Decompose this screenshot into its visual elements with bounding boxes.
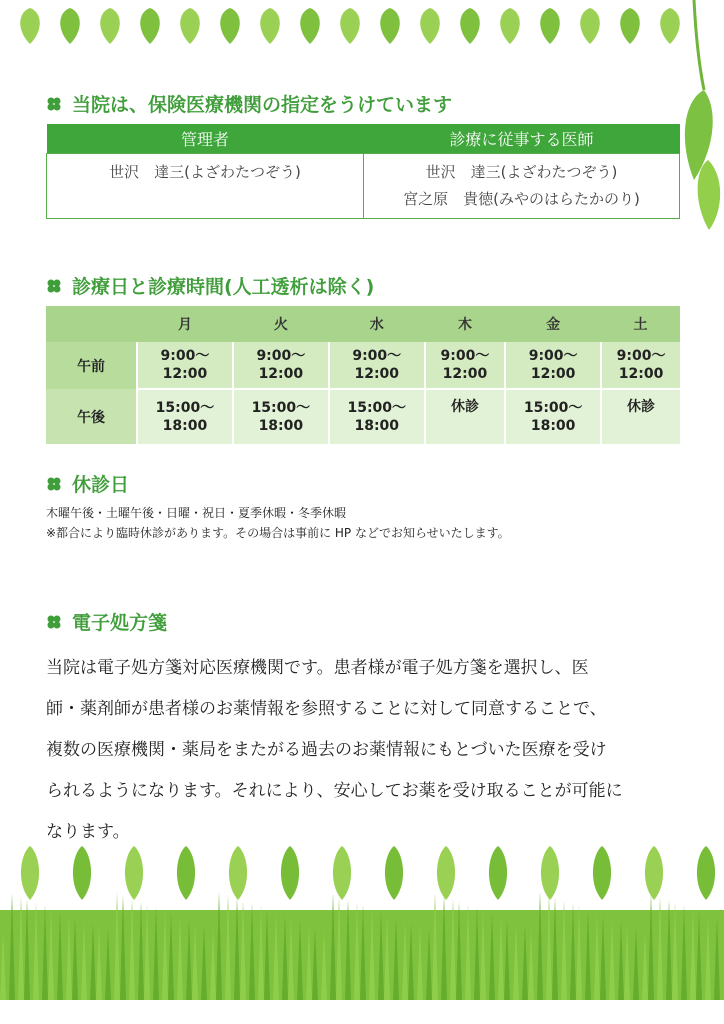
holiday-days: 木曜午後・土曜午後・日曜・祝日・夏季休暇・冬季休暇 (46, 506, 347, 520)
row-label-am: 午前 (46, 342, 137, 389)
corner-cell (46, 306, 137, 342)
body-line: 当院は電子処方箋対応医療機関です。患者様が電子処方箋を選択し、医 (46, 658, 589, 678)
hours-cell: 9:00～ 12:00 (505, 342, 601, 389)
doctor-name: 宮之原 貴徳(みやのはらたかのり) (403, 190, 640, 208)
hours-cell: 9:00～ 12:00 (425, 342, 505, 389)
section-title-text: 診療日と診療時間(人工透析は除く) (72, 276, 375, 298)
section-title-hours (46, 272, 374, 299)
hours-cell: 15:00～ 18:00 (505, 389, 601, 444)
hours-cell-closed: 休診 (601, 389, 680, 444)
body-line: 師・薬剤師が患者様のお薬情報を参照することに対して同意することで、 (46, 699, 607, 719)
hours-cell: 9:00～ 12:00 (601, 342, 680, 389)
holiday-info (46, 503, 510, 543)
clover-icon (46, 614, 62, 630)
bottom-grass-decoration (0, 840, 724, 1000)
holiday-note: ※都合により臨時休診があります。その場合は事前に HP などでお知らせいたします。 (46, 526, 510, 540)
doctor-name: 世沢 達三(よざわたつぞう) (425, 163, 618, 181)
section-title-text: 当院は、保険医療機関の指定をうけています (72, 94, 453, 116)
clover-icon (46, 278, 62, 294)
hours-table (46, 306, 680, 444)
doctors-header: 診療に従事する医師 (364, 124, 680, 154)
top-leaf-border (0, 0, 724, 60)
clover-icon (46, 96, 62, 112)
section-title-insurance (46, 90, 452, 117)
hours-cell: 15:00～ 18:00 (137, 389, 233, 444)
hours-cell: 15:00～ 18:00 (329, 389, 425, 444)
day-header: 火 (233, 306, 329, 342)
hours-cell: 9:00～ 12:00 (137, 342, 233, 389)
manager-header: 管理者 (47, 124, 364, 154)
body-line: 複数の医療機関・薬局をまたがる過去のお薬情報にもとづいた医療を受け (46, 740, 607, 760)
day-header: 土 (601, 306, 680, 342)
section-title-text: 休診日 (72, 474, 130, 496)
manager-cell (47, 154, 364, 219)
hours-cell: 15:00～ 18:00 (233, 389, 329, 444)
hours-cell-closed: 休診 (425, 389, 505, 444)
section-title-e-prescription (46, 608, 167, 635)
day-header: 月 (137, 306, 233, 342)
body-line: なります。 (46, 822, 130, 842)
row-label-pm: 午後 (46, 389, 137, 444)
day-header: 金 (505, 306, 601, 342)
day-header: 水 (329, 306, 425, 342)
body-line: られるようになります。それにより、安心してお薬を受け取ることが可能に (46, 781, 623, 801)
e-prescription-body (46, 648, 686, 853)
section-title-text: 電子処方箋 (72, 612, 168, 634)
clover-icon (46, 476, 62, 492)
doctor-table (46, 124, 680, 219)
manager-name: 世沢 達三(よざわたつぞう) (109, 163, 301, 181)
section-title-holidays (46, 470, 129, 497)
hours-cell: 9:00～ 12:00 (233, 342, 329, 389)
hours-cell: 9:00～ 12:00 (329, 342, 425, 389)
doctors-cell (364, 154, 680, 219)
day-header: 木 (425, 306, 505, 342)
